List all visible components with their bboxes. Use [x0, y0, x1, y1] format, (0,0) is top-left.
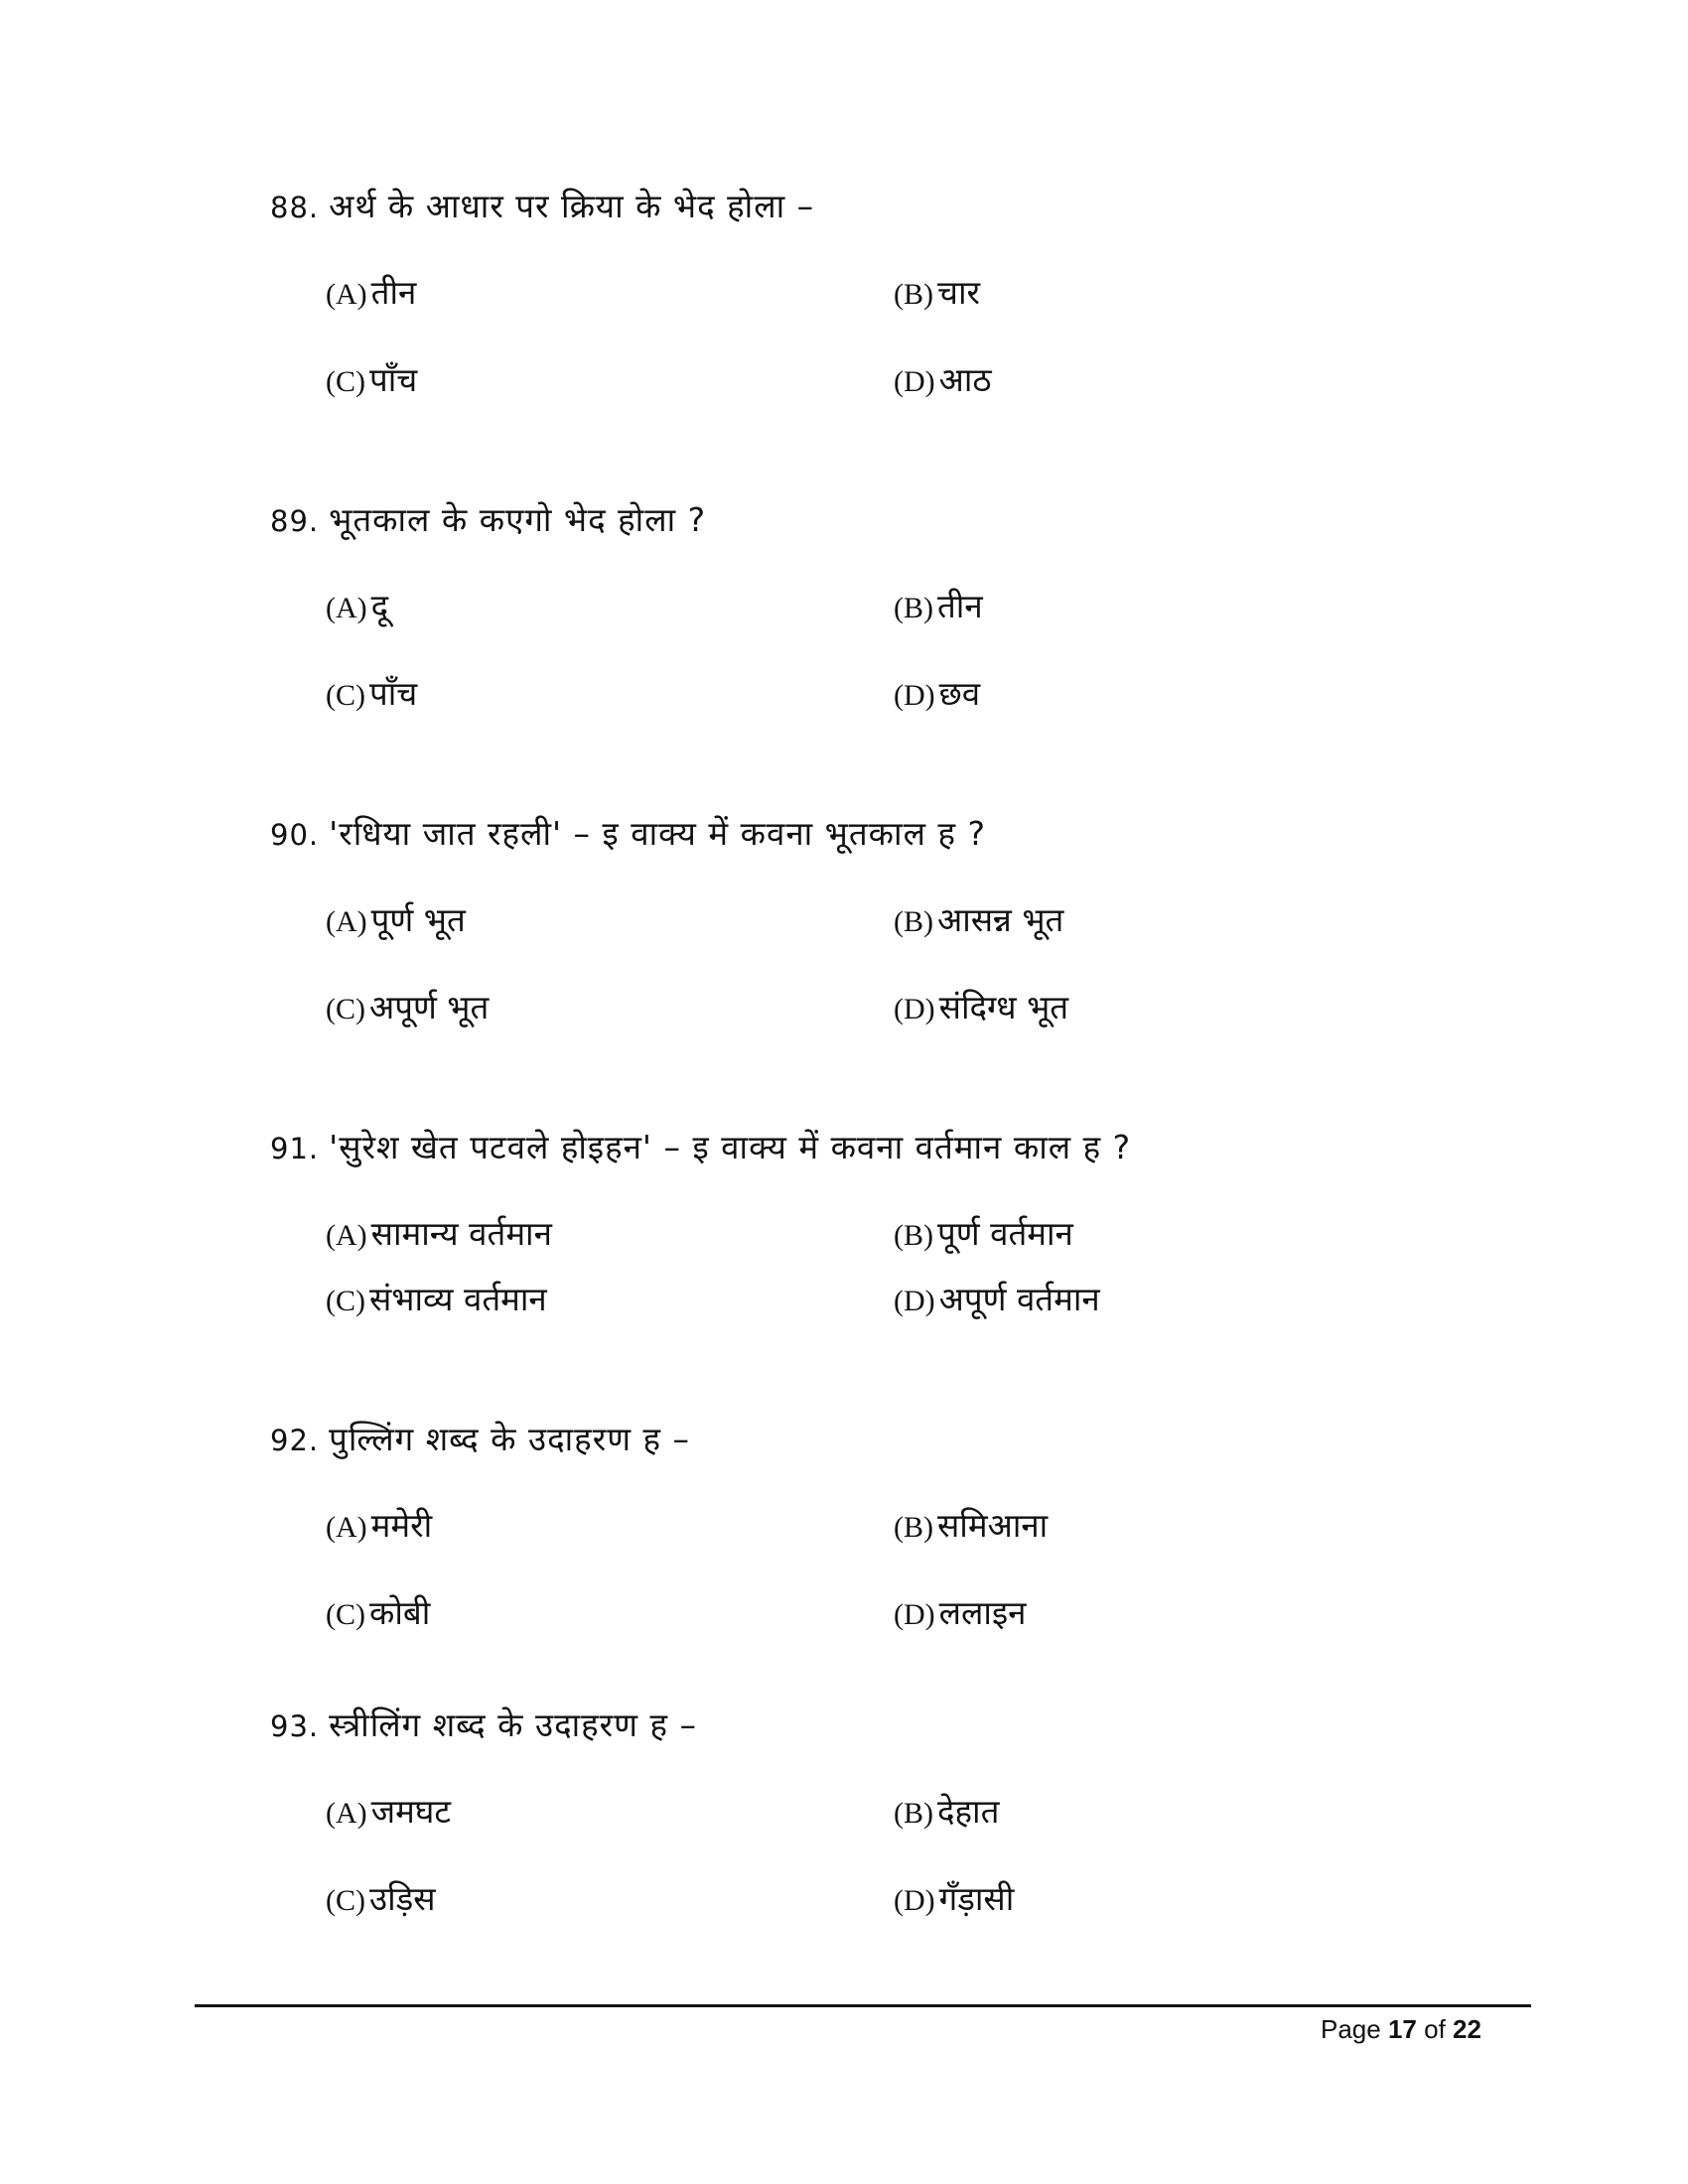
- option-text: तीन: [370, 273, 417, 312]
- option-d: [894, 1591, 1026, 1637]
- option-letter: (D): [894, 1884, 935, 1917]
- page-current: 17: [1387, 2014, 1417, 2044]
- option-letter: (D): [894, 365, 935, 398]
- option-letter: (B): [894, 905, 933, 938]
- option-text: ममेरी: [370, 1506, 433, 1545]
- question-91: [270, 1126, 1561, 1321]
- option-letter: (A): [326, 905, 367, 938]
- option-row: [270, 1278, 1561, 1321]
- page-total: 22: [1453, 2014, 1481, 2044]
- option-letter: (C): [326, 365, 365, 398]
- question-text-line: [270, 1704, 1561, 1748]
- option-letter: (B): [894, 1219, 933, 1252]
- option-a: [326, 271, 416, 317]
- option-text: कोबी: [369, 1593, 431, 1632]
- option-d: [894, 1278, 1100, 1323]
- option-row: [270, 1212, 1561, 1256]
- option-row: [270, 358, 1561, 402]
- option-letter: (C): [326, 1285, 365, 1317]
- option-text: अपूर्ण भूत: [369, 988, 490, 1026]
- option-text: जमघट: [370, 1792, 452, 1831]
- option-letter: (A): [326, 1797, 367, 1830]
- question-text-line: [270, 812, 1561, 857]
- option-b: [894, 585, 983, 630]
- option-text: संभाव्य वर्तमान: [369, 1280, 547, 1318]
- option-row: [270, 1877, 1561, 1921]
- option-c: [326, 1278, 547, 1323]
- option-letter: (D): [894, 1598, 935, 1631]
- question-93: [270, 1704, 1561, 1921]
- option-row: [270, 585, 1561, 628]
- question-text-line: [270, 185, 1561, 229]
- option-text: गँड़ासी: [938, 1879, 1015, 1918]
- option-text: दू: [370, 587, 389, 625]
- option-b: [894, 1504, 1048, 1550]
- option-d: [894, 986, 1068, 1031]
- option-a: [326, 1212, 552, 1258]
- question-number: 88.: [270, 191, 320, 224]
- option-text: पूर्ण भूत: [370, 900, 466, 939]
- option-c: [326, 672, 417, 718]
- question-number: 92.: [270, 1424, 320, 1457]
- option-text: सामान्य वर्तमान: [370, 1214, 552, 1253]
- option-text: चार: [937, 273, 980, 312]
- question-text: भूतकाल के कएगो भेद होला ?: [329, 500, 707, 539]
- option-row: [270, 1504, 1561, 1548]
- option-text: उड़िस: [369, 1879, 436, 1918]
- question-text-line: [270, 1418, 1561, 1462]
- question-92: [270, 1418, 1561, 1635]
- option-text: छव: [938, 674, 981, 713]
- option-b: [894, 898, 1063, 944]
- option-letter: (A): [326, 1219, 367, 1252]
- option-row: [270, 898, 1561, 942]
- option-letter: (A): [326, 1511, 367, 1544]
- question-text-line: [270, 1126, 1561, 1170]
- option-a: [326, 585, 388, 630]
- question-90: [270, 812, 1561, 1029]
- option-text: तीन: [937, 587, 983, 625]
- option-d: [894, 672, 980, 718]
- page-word: Page: [1321, 2014, 1381, 2044]
- question-number: 93.: [270, 1709, 320, 1743]
- option-a: [326, 1504, 432, 1550]
- option-letter: (C): [326, 993, 365, 1025]
- question-89: [270, 498, 1561, 716]
- option-row: [270, 672, 1561, 716]
- option-letter: (C): [326, 1598, 365, 1631]
- option-a: [326, 898, 466, 944]
- option-letter: (C): [326, 1884, 365, 1917]
- option-c: [326, 986, 489, 1031]
- option-a: [326, 1790, 451, 1836]
- question-text-line: [270, 498, 1561, 543]
- of-word: of: [1424, 2014, 1446, 2044]
- option-letter: (D): [894, 1285, 935, 1317]
- option-b: [894, 1790, 999, 1836]
- option-text: पाँच: [369, 360, 418, 399]
- option-letter: (B): [894, 592, 933, 624]
- option-text: पूर्ण वर्तमान: [937, 1214, 1073, 1253]
- question-number: 91.: [270, 1132, 320, 1165]
- page-number: [1321, 2007, 1481, 2051]
- option-letter: (D): [894, 679, 935, 712]
- option-letter: (A): [326, 592, 367, 624]
- option-d: [894, 1877, 1014, 1923]
- option-c: [326, 1591, 430, 1637]
- question-text: 'रधिया जात रहली' – इ वाक्य में कवना भूतकाल ह ?: [329, 814, 986, 853]
- option-c: [326, 358, 417, 404]
- option-text: आठ: [938, 360, 992, 399]
- question-text: 'सुरेश खेत पटवले होइहन' – इ वाक्य में कवना वर्तमान काल ह ?: [329, 1128, 1132, 1166]
- option-letter: (C): [326, 679, 365, 712]
- option-text: संदिग्ध भूत: [938, 988, 1069, 1026]
- option-text: समिआना: [937, 1506, 1049, 1545]
- option-text: पाँच: [369, 674, 418, 713]
- option-d: [894, 358, 992, 404]
- option-b: [894, 1212, 1073, 1258]
- option-text: आसन्न भूत: [937, 900, 1064, 939]
- option-letter: (B): [894, 1511, 933, 1544]
- option-letter: (B): [894, 278, 933, 311]
- question-number: 90.: [270, 818, 320, 852]
- option-text: देहात: [937, 1792, 1000, 1831]
- option-row: [270, 1790, 1561, 1834]
- question-88: [270, 185, 1561, 402]
- question-text: पुल्लिंग शब्द के उदाहरण ह –: [329, 1420, 691, 1458]
- option-letter: (A): [326, 278, 367, 311]
- option-b: [894, 271, 980, 317]
- option-row: [270, 1591, 1561, 1635]
- option-row: [270, 986, 1561, 1029]
- option-letter: (B): [894, 1797, 933, 1830]
- option-text: अपूर्ण वर्तमान: [938, 1280, 1100, 1318]
- option-c: [326, 1877, 436, 1923]
- option-text: ललाइन: [938, 1593, 1027, 1632]
- option-row: [270, 271, 1561, 315]
- option-letter: (D): [894, 993, 935, 1025]
- question-text: अर्थ के आधार पर क्रिया के भेद होला –: [329, 187, 815, 225]
- question-number: 89.: [270, 504, 320, 538]
- question-text: स्त्रीलिंग शब्द के उदाहरण ह –: [329, 1706, 698, 1744]
